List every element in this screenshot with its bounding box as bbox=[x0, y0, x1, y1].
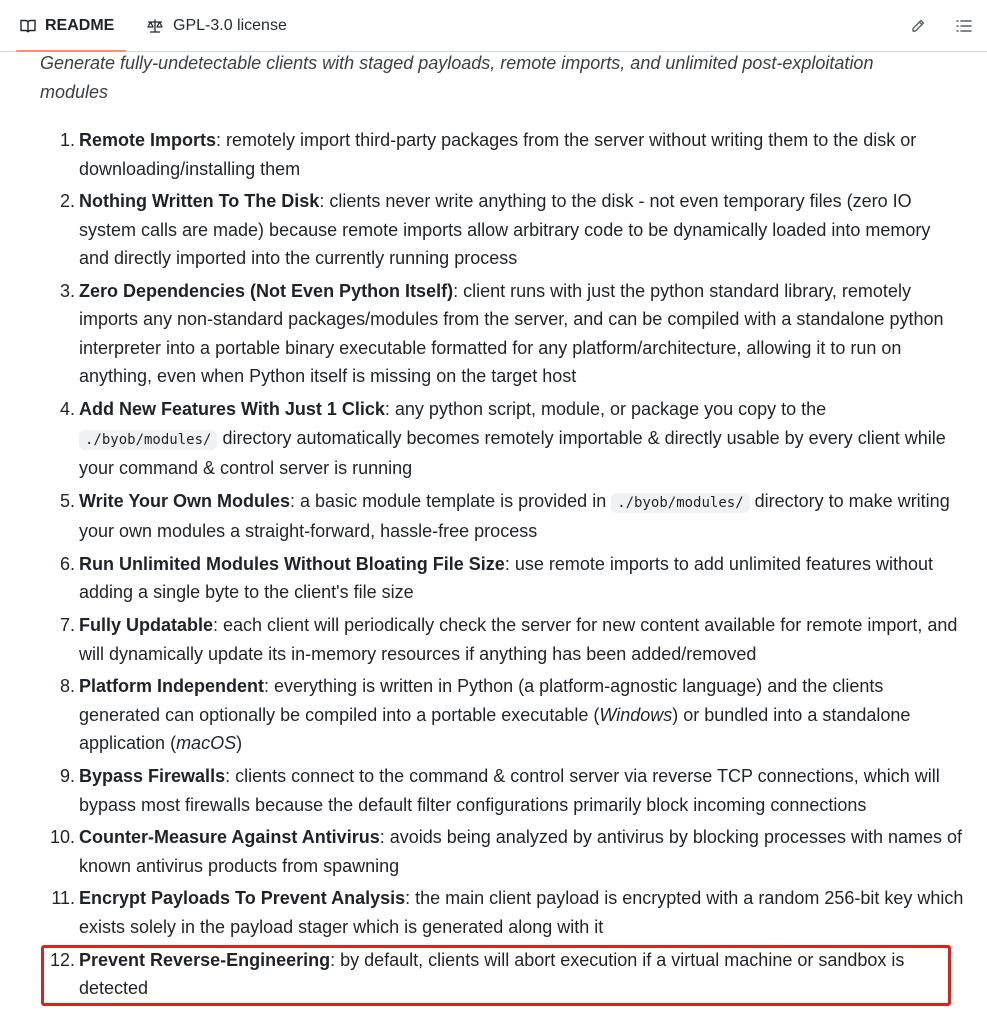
feature-list bbox=[0, 126, 987, 1007]
feature-title: Platform Independent bbox=[79, 676, 265, 697]
feature-item bbox=[0, 187, 987, 273]
list-icon bbox=[955, 18, 973, 34]
feature-item bbox=[0, 126, 987, 183]
readme-tagline: Generate fully-undetectable clients with staged payloads, remote imports, and unlimited post-exploitation modules bbox=[40, 53, 874, 102]
feature-item bbox=[0, 550, 987, 607]
feature-number: 1. bbox=[59, 130, 75, 150]
feature-description: : a basic module template is provided in bbox=[290, 490, 612, 511]
feature-description: : clients never write anything to the disk - not even temporary files (zero IO system calls are made) because remote imports allow arbitrary code to be dynamically loaded into memory and directly imported into the currently running process bbox=[79, 191, 931, 269]
outline-button[interactable] bbox=[952, 14, 976, 38]
feature-emphasis: Windows bbox=[599, 704, 673, 725]
feature-title: Remote Imports bbox=[79, 130, 217, 150]
feature-item bbox=[0, 611, 987, 668]
tab-license-label: GPL-3.0 license bbox=[173, 17, 287, 34]
feature-number: 5. bbox=[59, 490, 75, 511]
feature-title: Fully Updatable bbox=[79, 615, 214, 636]
book-icon bbox=[20, 18, 36, 34]
feature-description: : any python script, module, or package you copy to the bbox=[384, 399, 827, 420]
feature-item bbox=[0, 823, 987, 880]
feature-number: 9. bbox=[59, 766, 75, 786]
feature-item bbox=[0, 487, 987, 546]
feature-description: : avoids being analyzed by antivirus by blocking processes with names of known antivirus products from spawning bbox=[79, 827, 963, 876]
feature-description: ) bbox=[236, 733, 243, 754]
feature-number: 6. bbox=[59, 553, 75, 574]
pencil-icon bbox=[910, 18, 926, 34]
feature-title: Zero Dependencies (Not Even Python Itself) bbox=[79, 280, 454, 301]
feature-title: Nothing Written To The Disk bbox=[79, 191, 320, 212]
feature-description: : use remote imports to add unlimited features without adding a single byte to the client's file size bbox=[79, 553, 934, 603]
feature-title: Add New Features With Just 1 Click bbox=[79, 399, 385, 420]
feature-title: Write Your Own Modules bbox=[79, 490, 291, 511]
scale-icon bbox=[146, 18, 164, 34]
tab-readme[interactable] bbox=[20, 0, 114, 52]
feature-description: : clients connect to the command & control server via reverse TCP connections, which will bypass most firewalls because the default filter configurations primarily block incoming connections bbox=[79, 766, 940, 815]
feature-number: 8. bbox=[59, 676, 75, 697]
feature-title: Counter-Measure Against Antivirus bbox=[79, 827, 380, 848]
edit-file-button[interactable] bbox=[906, 14, 930, 38]
feature-number: 4. bbox=[59, 399, 75, 420]
feature-description: : remotely import third-party packages from the server without writing them to the disk or downloading/installing them bbox=[79, 130, 917, 179]
inline-code-path: ./byob/modules/ bbox=[79, 430, 217, 450]
inline-code-path: ./byob/modules/ bbox=[611, 493, 749, 513]
feature-description: : everything is written in Python (a platform-agnostic language) and the clients generated can optionally be compiled into a portable executable ( bbox=[79, 676, 884, 725]
feature-number: 7. bbox=[59, 615, 75, 636]
feature-item bbox=[0, 395, 987, 483]
feature-description: : the main client payload is encrypted with a random 256-bit key which exists solely in the payload stager which is generated along with it bbox=[79, 888, 964, 937]
feature-number: 2. bbox=[59, 191, 75, 212]
feature-item bbox=[0, 884, 987, 941]
feature-title: Bypass Firewalls bbox=[79, 766, 226, 786]
feature-item bbox=[0, 946, 987, 1003]
feature-title: Encrypt Payloads To Prevent Analysis bbox=[79, 888, 406, 909]
readme-tab-bar bbox=[0, 0, 987, 52]
feature-description: directory to make writing your own modules a straight-forward, hassle-free process bbox=[79, 490, 950, 542]
feature-description: : by default, clients will abort execution if a virtual machine or sandbox is detected bbox=[79, 949, 905, 999]
feature-title: Prevent Reverse-Engineering bbox=[79, 949, 331, 970]
feature-number: 12. bbox=[49, 949, 75, 970]
feature-description: ) or bundled into a standalone application ( bbox=[79, 704, 911, 754]
feature-number: 11. bbox=[51, 888, 75, 909]
feature-item bbox=[0, 762, 987, 819]
feature-description: directory automatically becomes remotely importable & directly usable by every client while your command & control server is running bbox=[79, 427, 946, 479]
feature-title: Run Unlimited Modules Without Bloating File Size bbox=[79, 553, 505, 574]
feature-number: 3. bbox=[59, 280, 75, 301]
feature-description: : each client will periodically check the server for new content available for remote import, and will dynamically update its in-memory resources if anything has been added/removed bbox=[79, 615, 958, 664]
feature-number: 10. bbox=[49, 827, 75, 848]
tab-license[interactable] bbox=[146, 0, 287, 52]
tab-readme-label: README bbox=[45, 17, 115, 34]
feature-item bbox=[0, 277, 987, 391]
feature-item bbox=[0, 672, 987, 758]
feature-description: : client runs with just the python standard library, remotely imports any non-standard packages/modules from the server, and can be compiled with a standalone python interpreter into a portable binary executable formatted for any platform/architecture, allowing it to run on anything, even when Python itself is missing on the target host bbox=[79, 280, 944, 387]
feature-emphasis: macOS bbox=[176, 733, 237, 754]
